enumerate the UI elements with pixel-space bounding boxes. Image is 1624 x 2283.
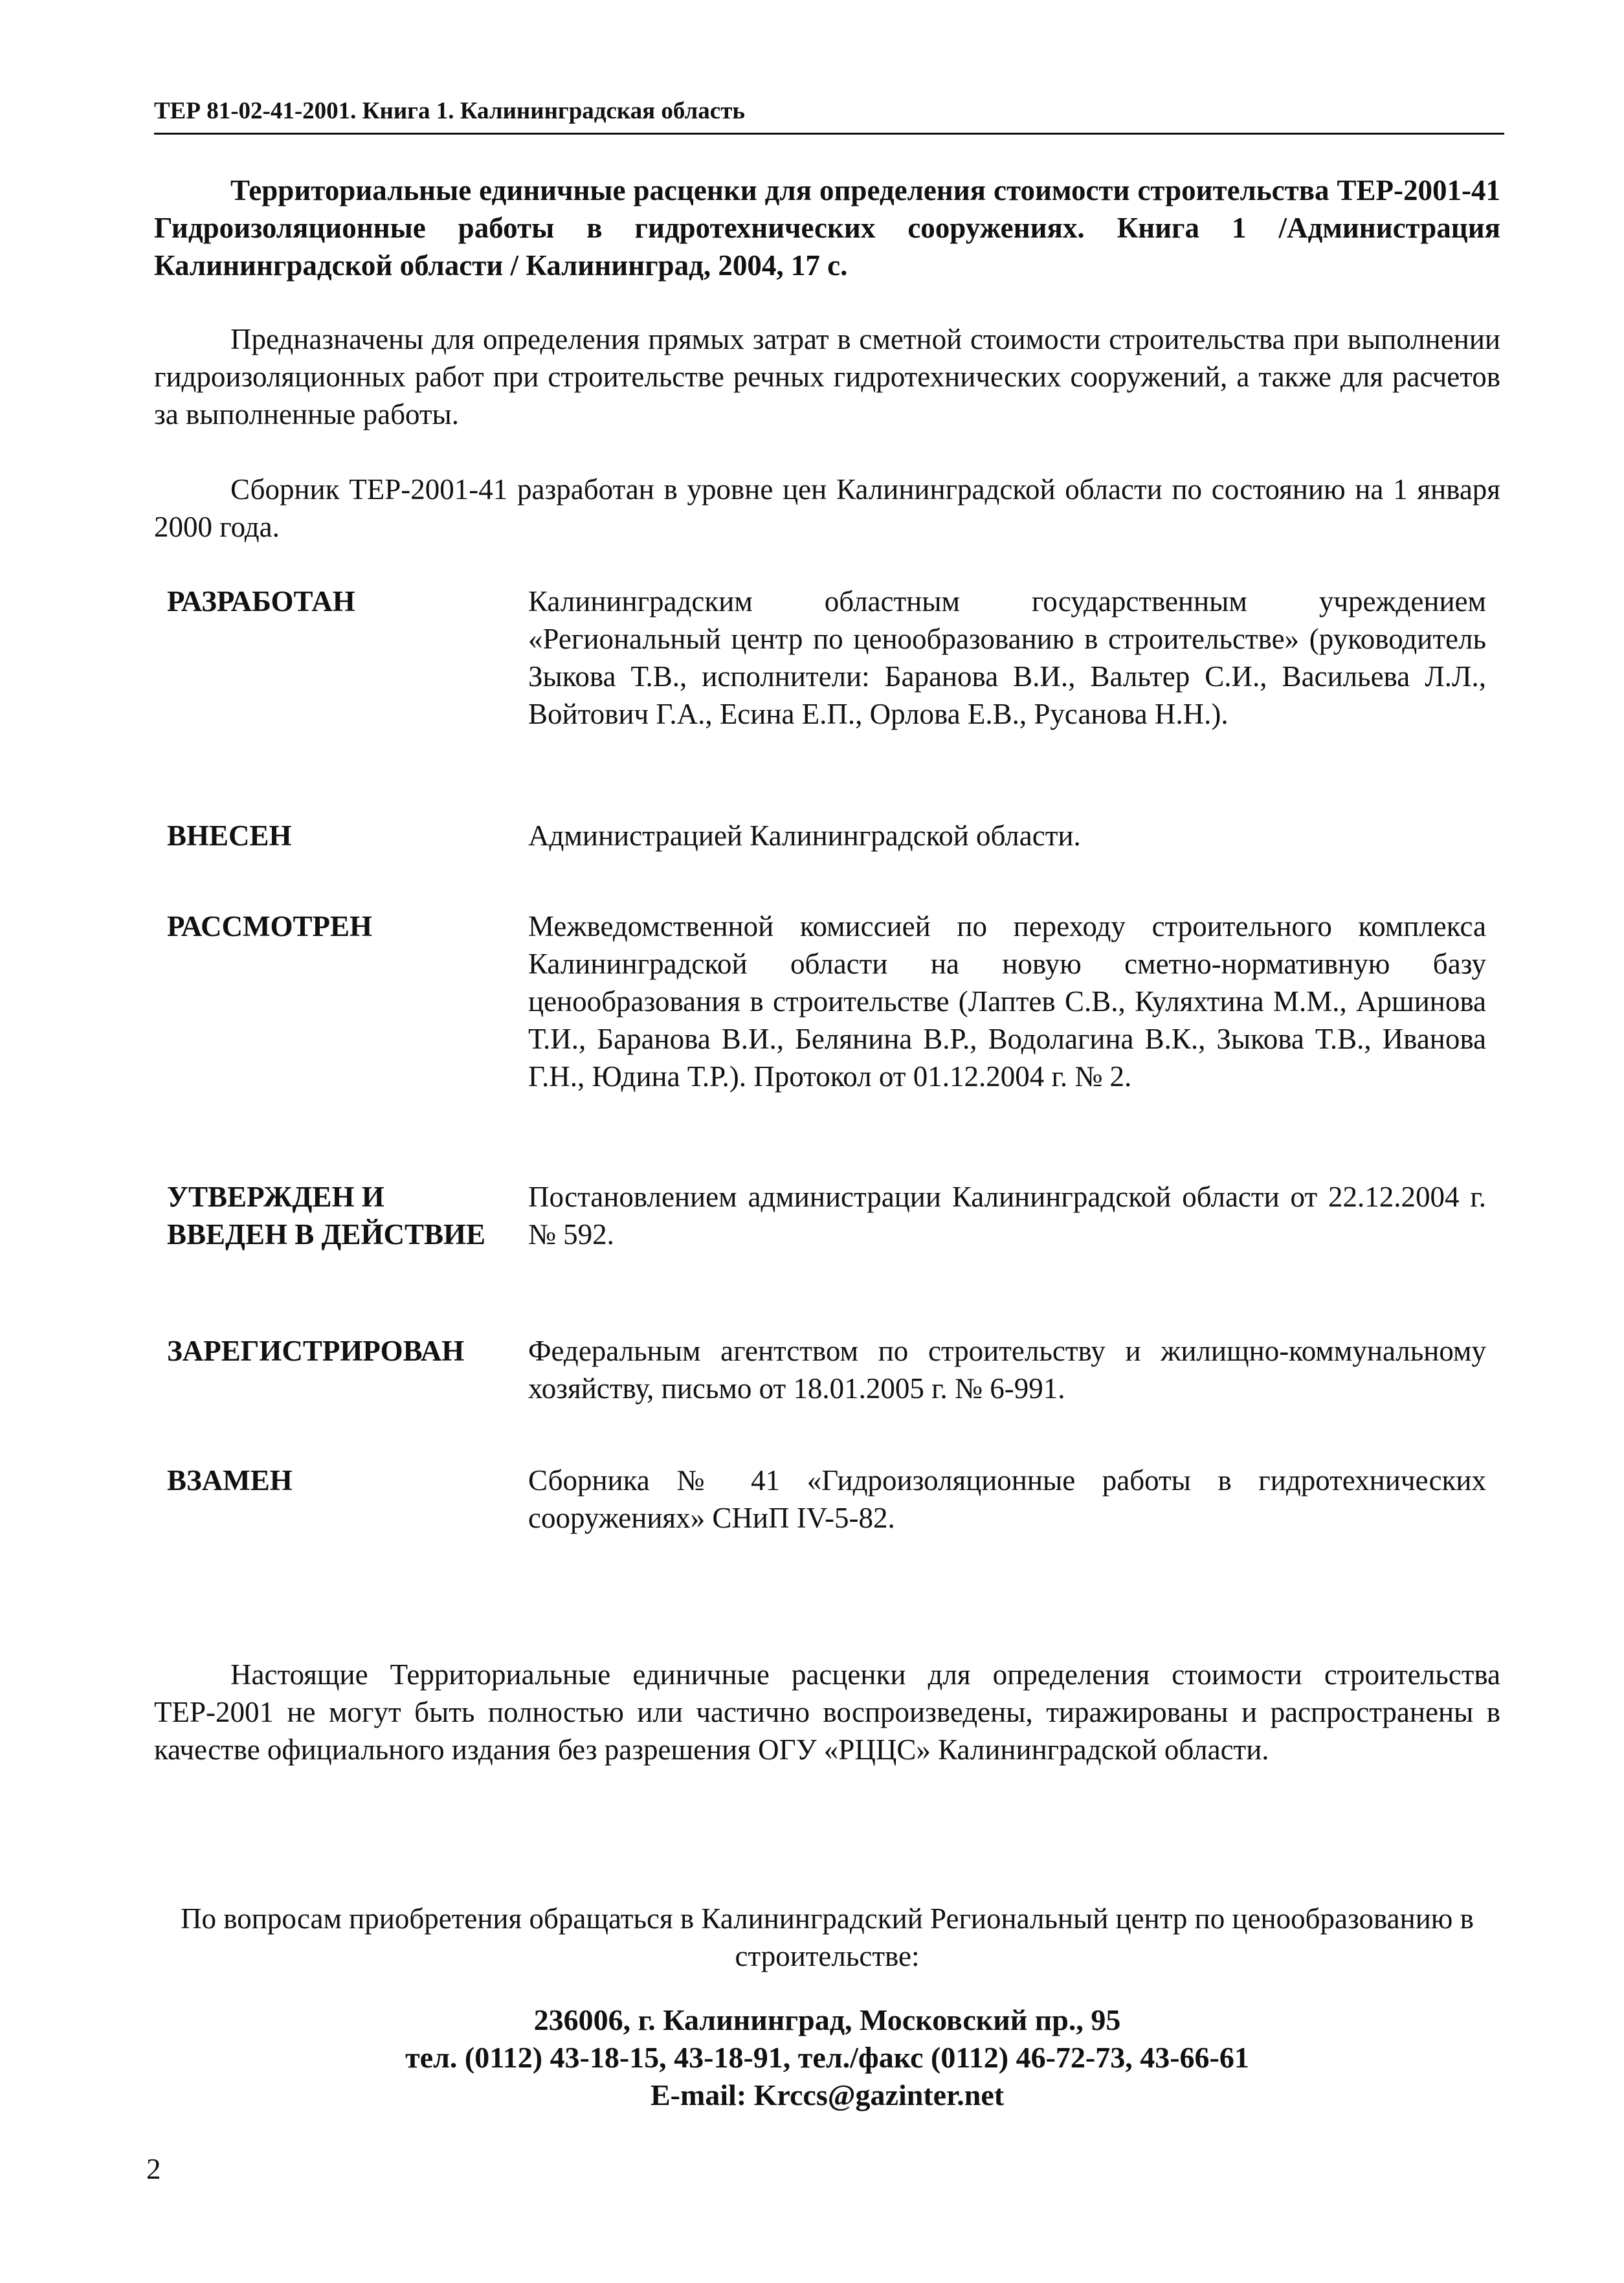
metadata-value: Межведомственной комиссией по переходу строительного комплекса Калининградской области на новую сметно-нормативную базу ценообразования в строительстве (Лаптев С.В., Куляхтина М.М., Аршинова Т.И., Баранова В.И., Белянина В.Р., Водолагина В.К., Зыкова Т.В., Иванова Г.Н., Юдина Т.Р.). Протокол от 01.12.2004 г. № 2. bbox=[528, 910, 1486, 1093]
contact-phones: тел. (0112) 43-18-15, 43-18-91, тел./факс (0112) 46-72-73, 43-66-61 bbox=[405, 2041, 1249, 2074]
page-number: 2 bbox=[146, 2153, 161, 2185]
purpose-paragraph: Предназначены для определения прямых затрат в сметной стоимости строительства при выполнении гидроизоляционных работ при строительстве речных гидротехнических сооружений, а также для расчетов за выполненные работы. bbox=[154, 323, 1500, 430]
metadata-label: ВНЕСЕН bbox=[167, 819, 292, 852]
metadata-label: РАССМОТРЕН bbox=[167, 910, 372, 942]
contact-email: E-mail: Krccs@gazinter.net bbox=[650, 2078, 1005, 2111]
metadata-value: Федеральным агентством по строительству и жилищно-коммунальному хозяйству, письмо от 18.01.2005 г. № 6-991. bbox=[528, 1335, 1486, 1405]
running-header: ТЕР 81-02-41-2001. Книга 1. Калининградская область bbox=[154, 98, 745, 124]
metadata-label: ЗАРЕГИСТРИРОВАН bbox=[167, 1335, 465, 1367]
contact-intro: По вопросам приобретения обращаться в Калининградский Региональный центр по ценообразованию в строительстве: bbox=[181, 1902, 1474, 1972]
document-title: Территориальные единичные расценки для определения стоимости строительства ТЕР-2001-41 Гидроизоляционные работы в гидротехнических сооружениях. Книга 1 /Администрация Калининградской области / Калининград, 2004, 17 с. bbox=[154, 174, 1500, 282]
metadata-label: ВЗАМЕН bbox=[167, 1464, 293, 1497]
metadata-label: РАЗРАБОТАН bbox=[167, 585, 355, 618]
copyright-notice: Настоящие Территориальные единичные расценки для определения стоимости строительства ТЕР-2001 не могут быть полностью или частично воспроизведены, тиражированы и распространены в качестве официального издания без разрешения ОГУ «РЦЦС» Калининградской области. bbox=[154, 1658, 1500, 1766]
metadata-value: Постановлением администрации Калининградской области от 22.12.2004 г. № 592. bbox=[528, 1181, 1486, 1251]
metadata-value: Администрацией Калининградской области. bbox=[528, 819, 1081, 852]
price-level-paragraph: Сборник ТЕР-2001-41 разработан в уровне цен Калининградской области по состоянию на 1 января 2000 года. bbox=[154, 473, 1500, 543]
contact-address: 236006, г. Калининград, Московский пр., 95 bbox=[533, 2003, 1121, 2036]
metadata-value: Сборника № 41 «Гидроизоляционные работы в гидротехнических сооружениях» СНиП IV-5-82. bbox=[528, 1464, 1486, 1534]
metadata-value: Калининградским областным государственным учреждением «Региональный центр по ценообразованию в строительстве» (руководитель Зыкова Т.В., исполнители: Баранова В.И., Вальтер С.И., Васильева Л.Л., Войтович Г.А., Есина Е.П., Орлова Е.В., Русанова Н.Н.). bbox=[528, 585, 1486, 730]
metadata-label: УТВЕРЖДЕН И ВВЕДЕН В ДЕЙСТВИЕ bbox=[167, 1181, 486, 1251]
header-rule bbox=[154, 133, 1504, 135]
